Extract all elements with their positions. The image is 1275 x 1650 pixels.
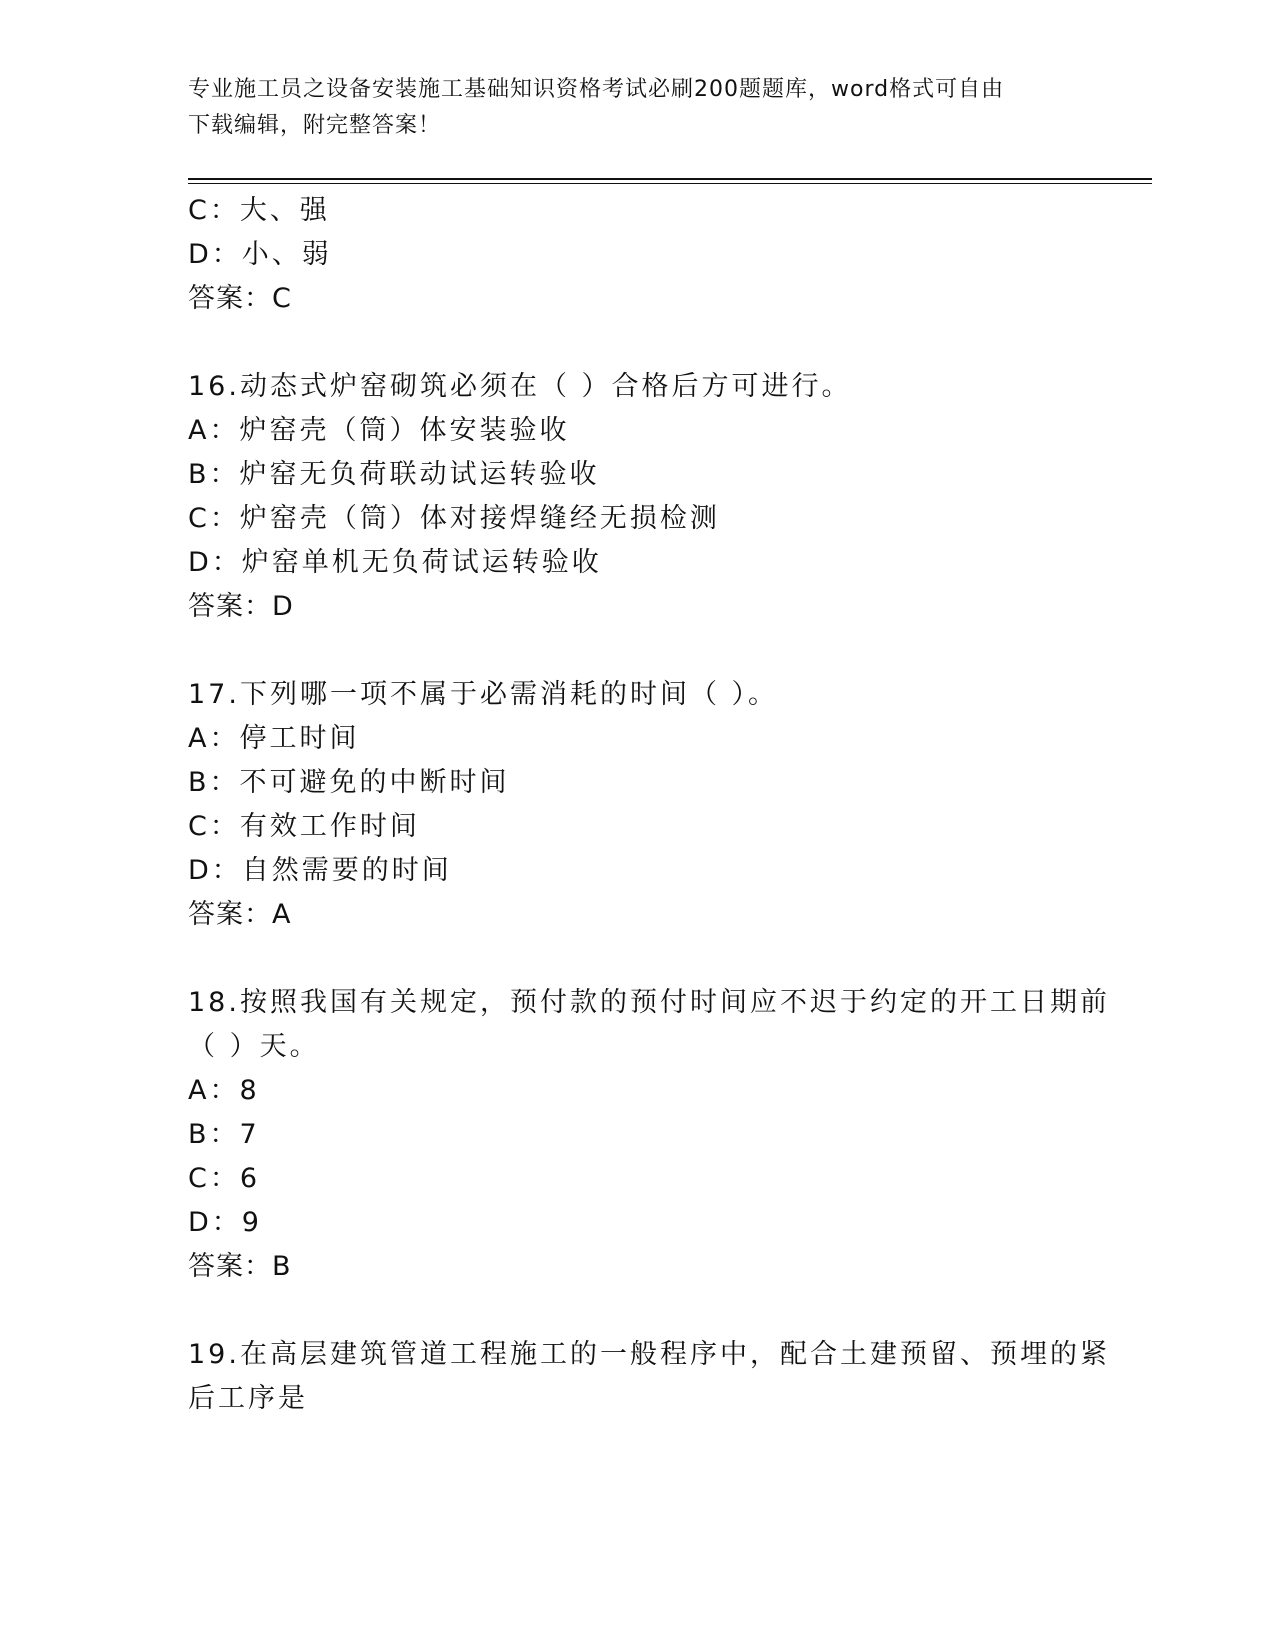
- option-d-q17: D：自然需要的时间: [188, 855, 452, 886]
- question-17: 17.下列哪一项不属于必需消耗的时间（ ）。: [188, 679, 779, 710]
- option-c-q15: C：大、强: [188, 195, 330, 226]
- header-line-1: 专业施工员之设备安装施工基础知识资格考试必刷200题题库，word格式可自由: [188, 77, 1005, 102]
- question-18: 18.按照我国有关规定，预付款的预付时间应不迟于约定的开工日期前: [188, 987, 1110, 1018]
- answer-q18: 答案：B: [188, 1251, 292, 1282]
- option-a-q16: A：炉窑壳（筒）体安装验收: [188, 415, 570, 446]
- header-rule-thin: [188, 183, 1152, 184]
- question-19-cont: 后工序是: [188, 1383, 308, 1414]
- option-b-q17: B：不可避免的中断时间: [188, 767, 510, 798]
- question-18-cont: （ ）天。: [188, 1031, 320, 1062]
- option-a-q17: A：停工时间: [188, 723, 360, 754]
- question-16: 16.动态式炉窑砌筑必须在（ ）合格后方可进行。: [188, 371, 852, 402]
- answer-q15: 答案：C: [188, 283, 292, 314]
- option-d-q18: D：9: [188, 1207, 262, 1238]
- answer-q17: 答案：A: [188, 899, 292, 930]
- header-line-2: 下载编辑，附完整答案！: [188, 113, 442, 138]
- option-b-q18: B：7: [188, 1119, 260, 1150]
- option-c-q16: C：炉窑壳（筒）体对接焊缝经无损检测: [188, 503, 720, 534]
- option-d-q16: D：炉窑单机无负荷试运转验收: [188, 547, 602, 578]
- option-a-q18: A：8: [188, 1075, 260, 1106]
- option-b-q16: B：炉窑无负荷联动试运转验收: [188, 459, 600, 490]
- answer-q16: 答案：D: [188, 591, 294, 622]
- header-rule-thick: [188, 178, 1152, 180]
- question-19: 19.在高层建筑管道工程施工的一般程序中，配合土建预留、预埋的紧: [188, 1339, 1110, 1370]
- page-header: [188, 72, 1068, 144]
- option-d-q15: D：小、弱: [188, 239, 332, 270]
- option-c-q17: C：有效工作时间: [188, 811, 420, 842]
- option-c-q18: C：6: [188, 1163, 261, 1194]
